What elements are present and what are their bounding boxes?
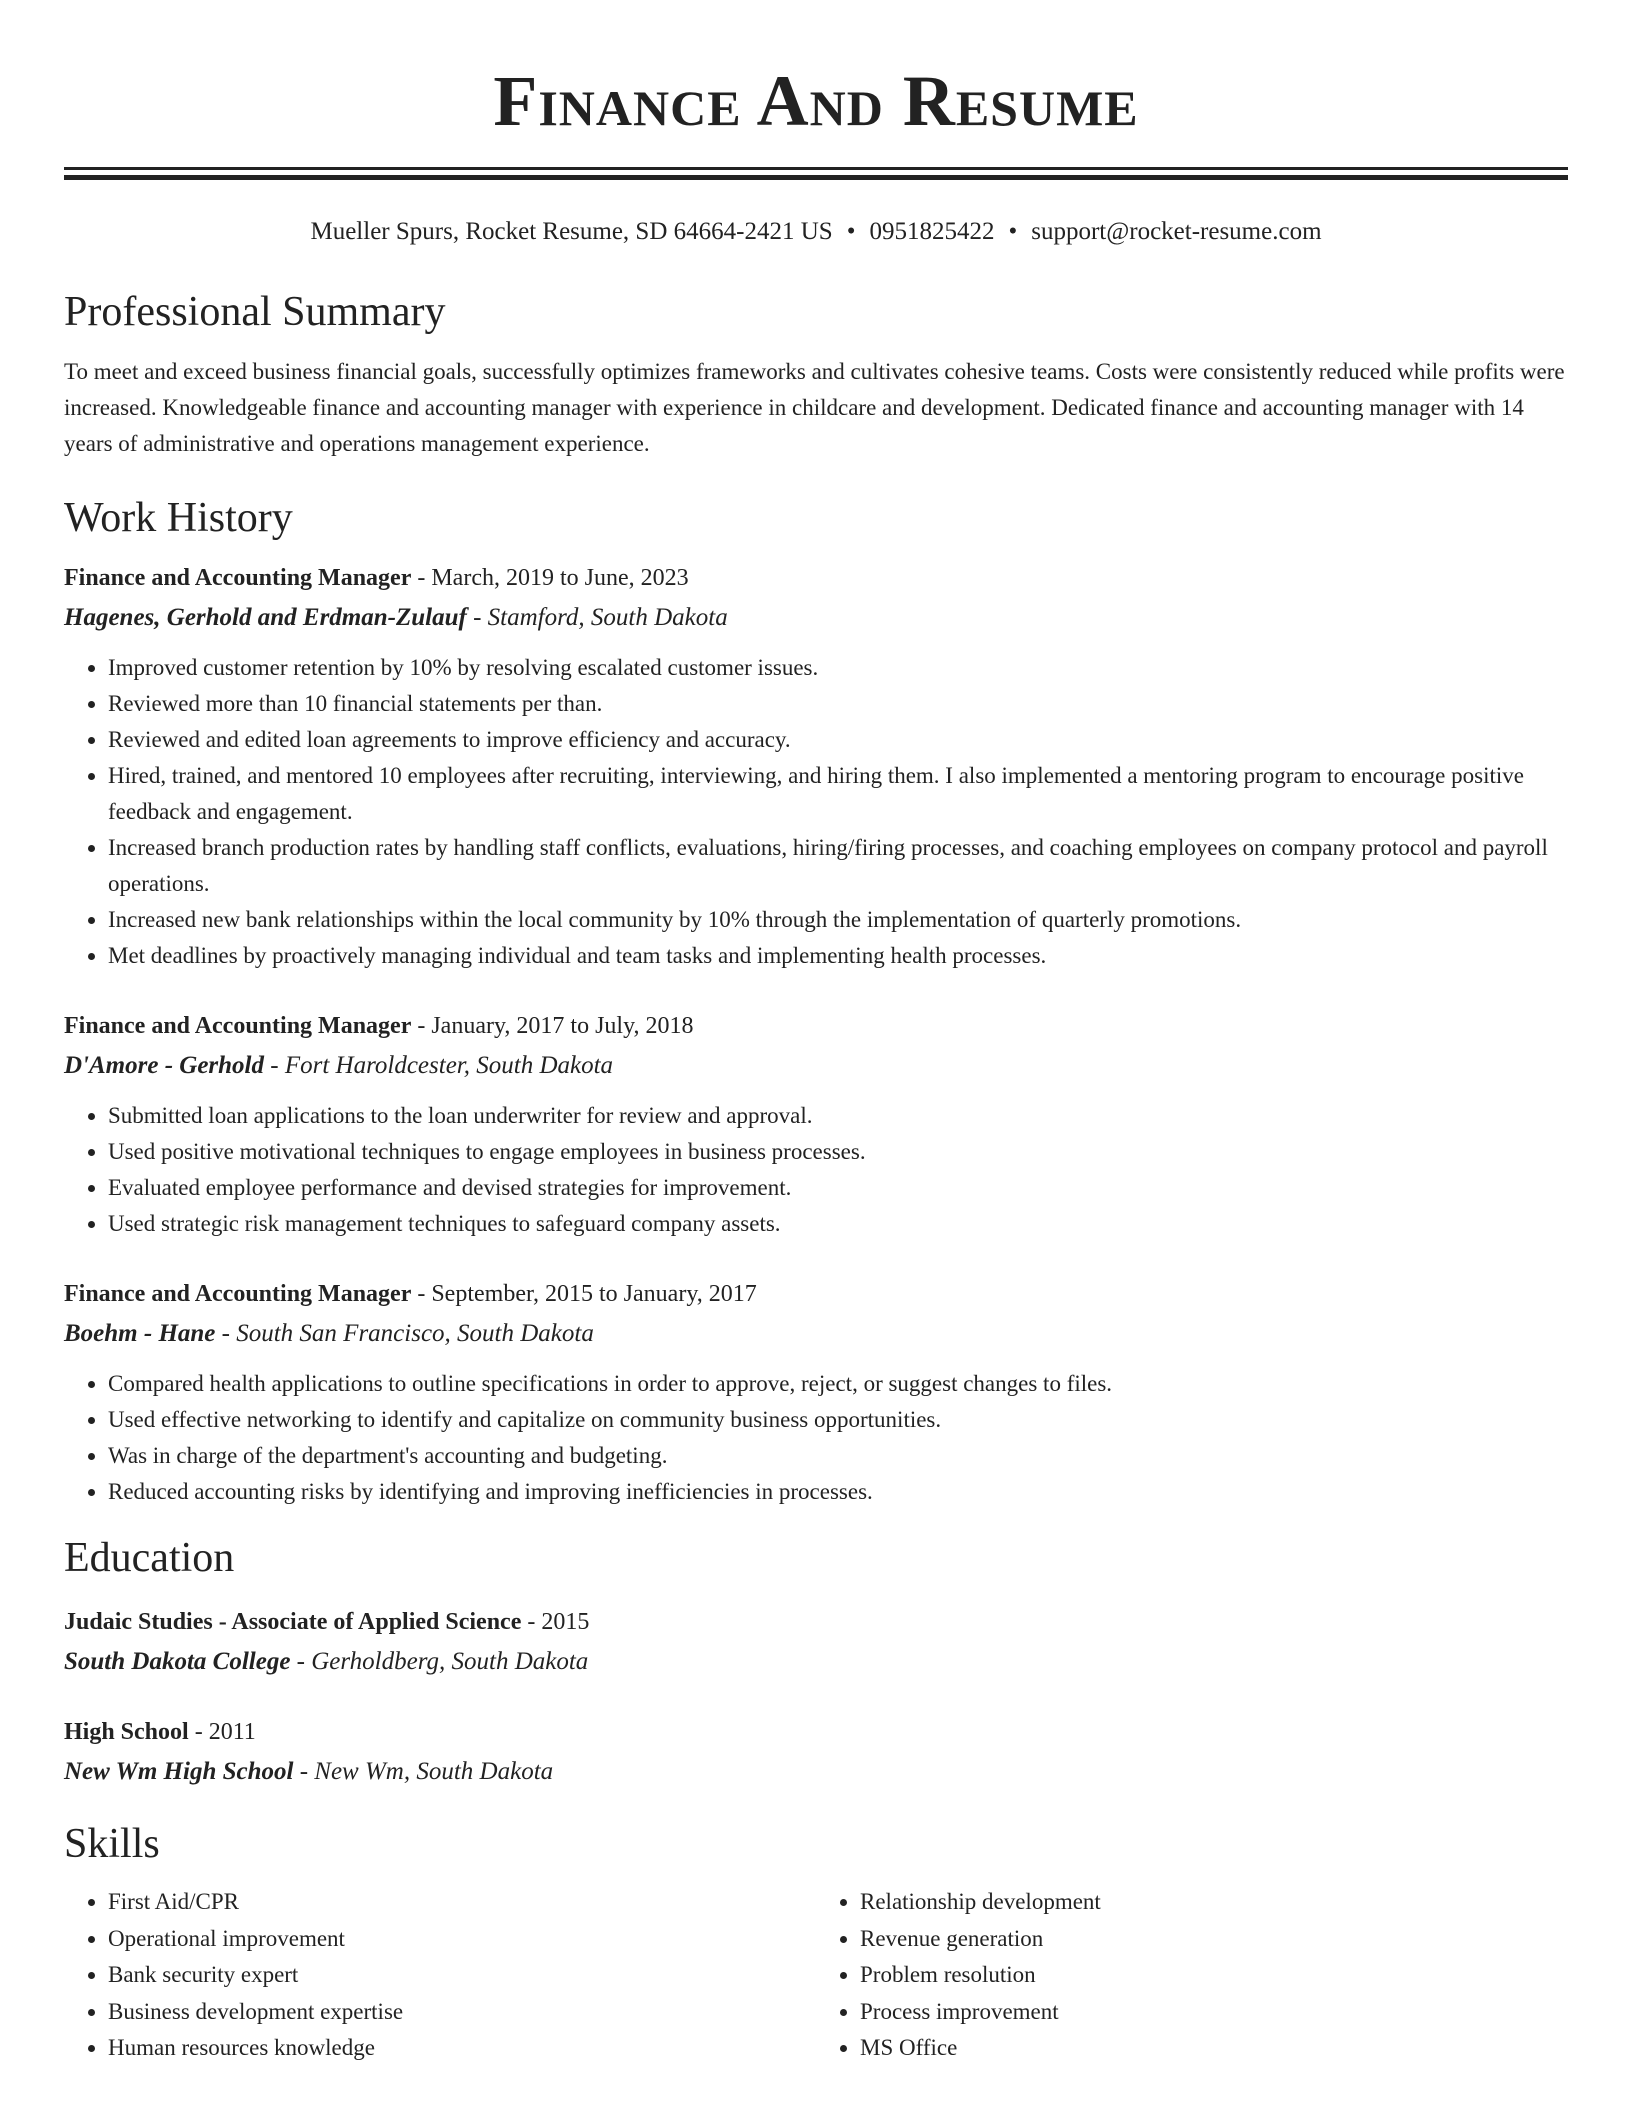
job-company-line	[64, 1046, 1568, 1086]
list-item: • Met deadlines by proactively managing individual and team tasks and implementing health processes.	[108, 938, 1568, 974]
contact-line	[64, 216, 1568, 248]
school-location: - Gerholdberg, South Dakota	[290, 1648, 589, 1675]
skill-item: • First Aid/CPR	[108, 1884, 816, 1921]
degree: High School	[64, 1719, 189, 1745]
job-company: D'Amore - Gerhold	[64, 1052, 264, 1079]
list-item: • Used positive motivational techniques to engage employees in business processes.	[108, 1134, 1568, 1170]
school-name: South Dakota College	[64, 1648, 291, 1675]
bullet-separator: •	[1008, 218, 1018, 245]
job-role: Finance and Accounting Manager	[64, 1281, 412, 1307]
contact-phone: 0951825422	[869, 218, 995, 245]
job-company: Hagenes, Gerhold and Erdman-Zulauf	[64, 604, 467, 631]
job-role: Finance and Accounting Manager	[64, 1013, 412, 1039]
skills-column-left	[64, 1884, 816, 2067]
skill-item: • Bank security expert	[108, 1957, 816, 1994]
school-location: - New Wm, South Dakota	[293, 1758, 554, 1785]
education-entry	[64, 1712, 1568, 1792]
job-title-line	[64, 558, 1568, 598]
summary-text: To meet and exceed business financial goals, successfully optimizes frameworks and cultivates cohesive teams. Costs were consistently reduced while profits were increased. Knowledgeable finance and accounting manager with experience in childcare and development. Dedicated finance and accounting manager with 14 years of administrative and operations management experience.	[64, 359, 1565, 456]
job-dates: - September, 2015 to January, 2017	[411, 1281, 757, 1307]
list-item: • Used strategic risk management techniques to safeguard company assets.	[108, 1206, 1568, 1242]
job-entry	[64, 558, 1568, 974]
list-item: • Increased new bank relationships within the local community by 10% through the implementation of quarterly promotions.	[108, 902, 1568, 938]
list-item: • Reduced accounting risks by identifying and improving inefficiencies in processes.	[108, 1474, 1568, 1510]
summary-heading: Professional Summary	[64, 289, 446, 335]
resume-name: Finance And Resume	[493, 61, 1139, 141]
job-bullets	[64, 650, 1568, 974]
contact-email: support@rocket-resume.com	[1031, 218, 1322, 245]
job-location: - Stamford, South Dakota	[466, 604, 728, 631]
job-dates: - March, 2019 to June, 2023	[411, 565, 689, 591]
skill-item: • Operational improvement	[108, 1921, 816, 1958]
work-history-heading: Work History	[64, 495, 293, 541]
degree: Judaic Studies - Associate of Applied Science	[64, 1609, 522, 1635]
list-item: • Submitted loan applications to the loan underwriter for review and approval.	[108, 1098, 1568, 1134]
list-item: • Was in charge of the department's accounting and budgeting.	[108, 1438, 1568, 1474]
list-item: • Reviewed more than 10 financial statements per than.	[108, 686, 1568, 722]
contact-address: Mueller Spurs, Rocket Resume, SD 64664-2421 US	[310, 218, 833, 245]
school-line	[64, 1752, 1568, 1792]
skill-item: • Human resources knowledge	[108, 2030, 816, 2067]
job-entry	[64, 1006, 1568, 1242]
list-item: • Improved customer retention by 10% by resolving escalated customer issues.	[108, 650, 1568, 686]
job-company-line	[64, 598, 1568, 638]
list-item: • Used effective networking to identify and capitalize on community business opportunities.	[108, 1402, 1568, 1438]
job-location: - South San Francisco, South Dakota	[215, 1320, 594, 1347]
skill-item: • Revenue generation	[860, 1921, 1568, 1958]
bullet-separator: •	[846, 218, 856, 245]
degree-line	[64, 1602, 1568, 1642]
job-entry	[64, 1274, 1568, 1510]
skill-item: • Process improvement	[860, 1994, 1568, 2031]
job-location: - Fort Haroldcester, South Dakota	[264, 1052, 614, 1079]
graduation-year: - 2011	[188, 1719, 256, 1745]
list-item: • Hired, trained, and mentored 10 employees after recruiting, interviewing, and hiring them. I also implemented a mentoring program to encourage positive feedback and engagement.	[108, 758, 1568, 830]
skill-item: • Problem resolution	[860, 1957, 1568, 1994]
skills-list	[64, 1884, 1568, 2067]
graduation-year: - 2015	[521, 1609, 590, 1635]
header-divider-thin	[64, 167, 1568, 170]
skills-column-right	[816, 1884, 1568, 2067]
job-bullets	[64, 1366, 1568, 1510]
skills-heading: Skills	[64, 1821, 160, 1867]
job-company: Boehm - Hane	[64, 1320, 216, 1347]
job-title-line	[64, 1274, 1568, 1314]
list-item: • Evaluated employee performance and devised strategies for improvement.	[108, 1170, 1568, 1206]
school-name: New Wm High School	[64, 1758, 294, 1785]
job-dates: - January, 2017 to July, 2018	[411, 1013, 694, 1039]
school-line	[64, 1642, 1568, 1682]
job-role: Finance and Accounting Manager	[64, 565, 412, 591]
education-entry	[64, 1602, 1568, 1682]
list-item: • Compared health applications to outline specifications in order to approve, reject, or suggest changes to files.	[108, 1366, 1568, 1402]
list-item: • Increased branch production rates by handling staff conflicts, evaluations, hiring/firing processes, and coaching employees on company protocol and payroll operations.	[108, 830, 1568, 902]
job-company-line	[64, 1314, 1568, 1354]
skill-item: • Business development expertise	[108, 1994, 816, 2031]
skill-item: • Relationship development	[860, 1884, 1568, 1921]
header-divider-thick	[64, 175, 1568, 180]
job-title-line	[64, 1006, 1568, 1046]
degree-line	[64, 1712, 1568, 1752]
list-item: • Reviewed and edited loan agreements to improve efficiency and accuracy.	[108, 722, 1568, 758]
education-heading: Education	[64, 1535, 235, 1581]
skill-item: • MS Office	[860, 2030, 1568, 2067]
job-bullets	[64, 1098, 1568, 1242]
